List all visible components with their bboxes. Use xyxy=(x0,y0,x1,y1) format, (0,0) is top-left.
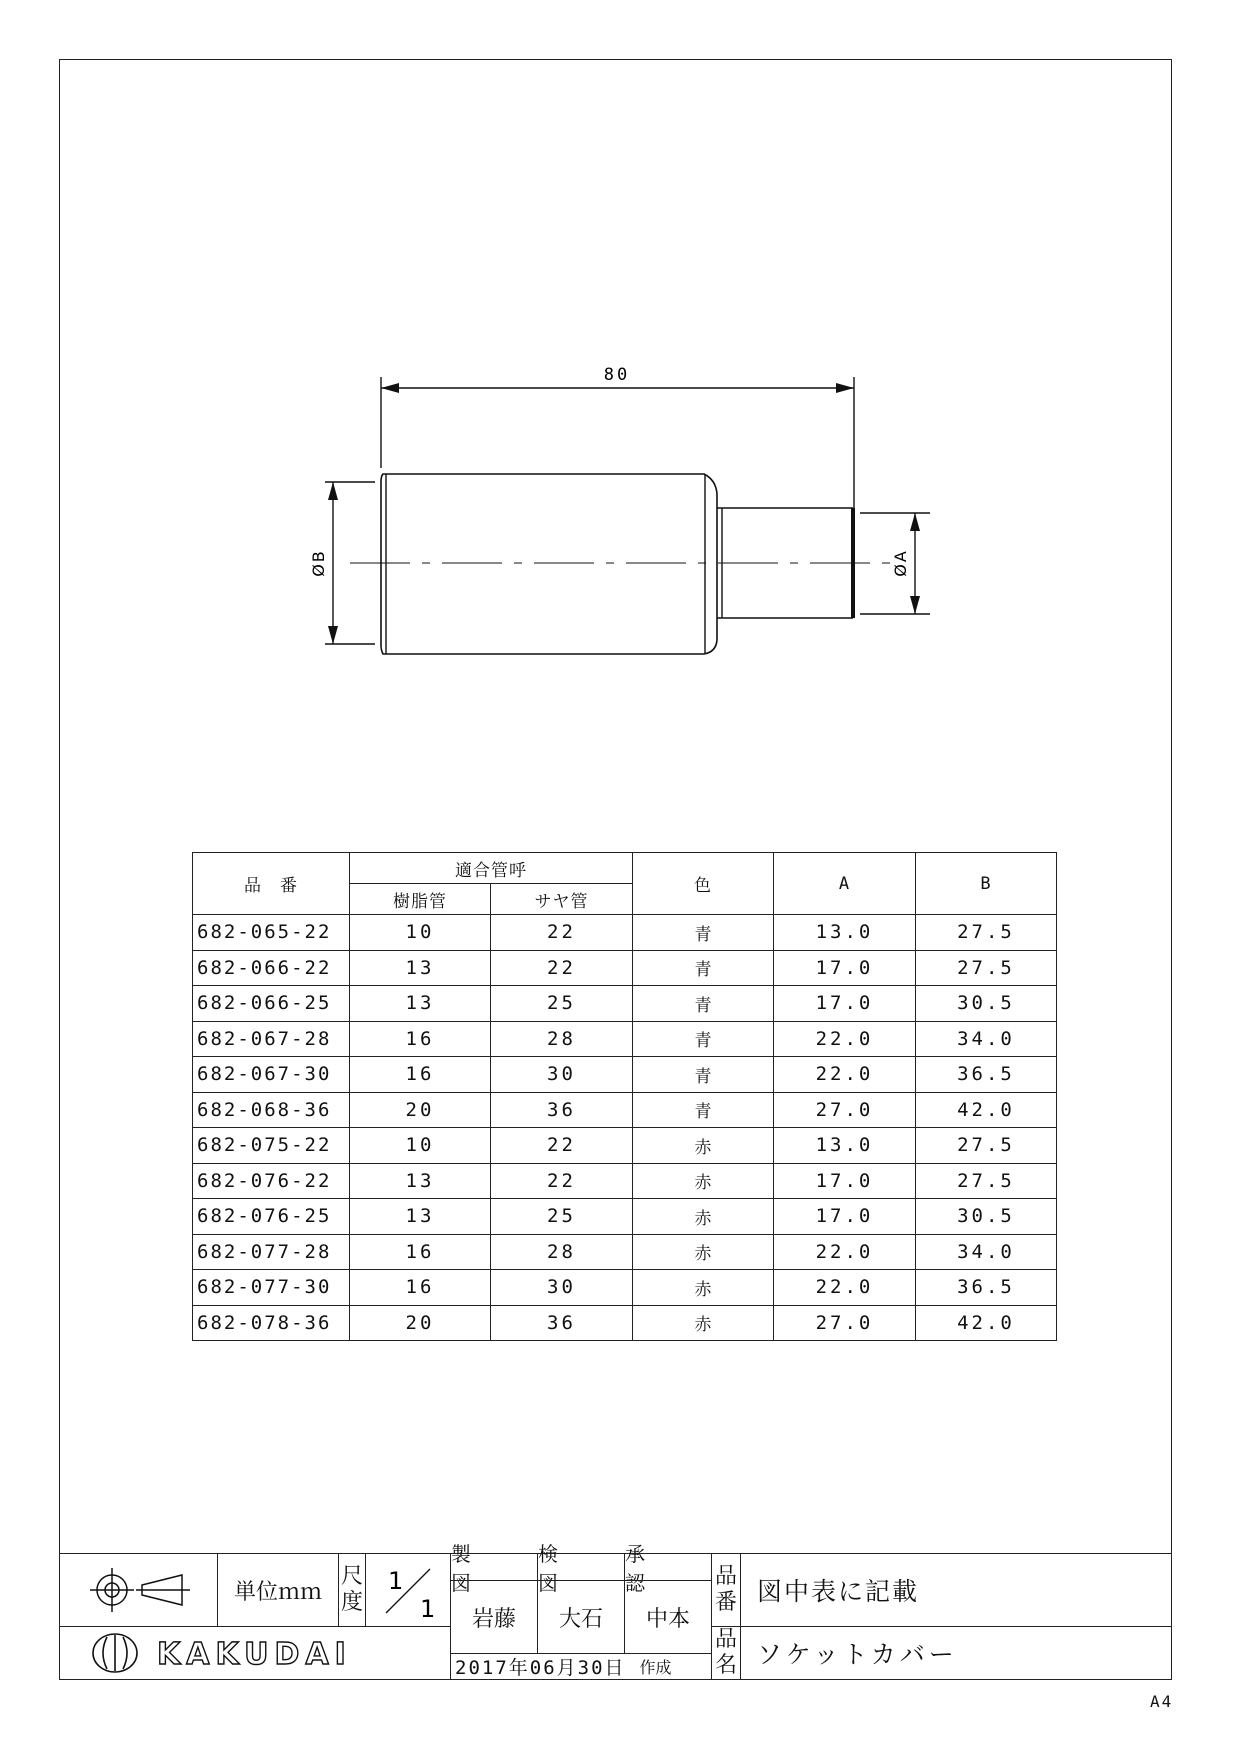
checked-by-cell xyxy=(537,1580,625,1654)
cell-b: 42.0 xyxy=(916,1092,1057,1128)
cell-part-no: 682-077-28 xyxy=(193,1234,350,1270)
large-body-outline xyxy=(381,474,717,654)
cell-a: 27.0 xyxy=(774,1305,916,1341)
cell-a: 22.0 xyxy=(774,1021,916,1057)
paper-size: A4 xyxy=(1150,1692,1174,1711)
header-part-no: 品 番 xyxy=(193,853,350,915)
kakudai-logo-icon xyxy=(85,1631,425,1675)
approved-label: 承 認 xyxy=(625,1542,689,1595)
cell-a: 22.0 xyxy=(774,1057,916,1093)
cell-sheath: 30 xyxy=(491,1057,633,1093)
cell-part-no: 682-065-22 xyxy=(193,915,350,951)
cell-part-no: 682-078-36 xyxy=(193,1305,350,1341)
arrowhead-left xyxy=(381,383,399,393)
cell-color: 青 xyxy=(633,915,774,951)
scale-value-cell xyxy=(365,1553,451,1627)
cell-resin: 13 xyxy=(350,950,491,986)
checked-by: 大石 xyxy=(558,1606,603,1632)
cell-a: 17.0 xyxy=(774,1163,916,1199)
cell-a: 17.0 xyxy=(774,1199,916,1235)
cell-part-no: 682-067-28 xyxy=(193,1021,350,1057)
cell-b: 42.0 xyxy=(916,1305,1057,1341)
cell-sheath: 22 xyxy=(491,1163,633,1199)
table-row xyxy=(193,1092,1057,1128)
cell-color: 青 xyxy=(633,950,774,986)
spec-table-body xyxy=(193,915,1057,1341)
approved-label-cell xyxy=(624,1542,712,1595)
cell-resin: 10 xyxy=(350,1128,491,1164)
cell-a: 27.0 xyxy=(774,1092,916,1128)
header-color: 色 xyxy=(633,853,774,915)
name-value-cell xyxy=(740,1626,1172,1680)
name-label-1: 品 xyxy=(714,1627,737,1652)
cell-b: 27.5 xyxy=(916,950,1057,986)
cell-b: 34.0 xyxy=(916,1021,1057,1057)
dia-a-label: ØA xyxy=(891,549,910,577)
cell-b: 27.5 xyxy=(916,1163,1057,1199)
cell-sheath: 30 xyxy=(491,1270,633,1306)
table-row xyxy=(193,950,1057,986)
approved-by-cell xyxy=(624,1580,712,1654)
scale-denominator: 1 xyxy=(420,1595,436,1623)
cell-resin: 16 xyxy=(350,1021,491,1057)
title-block xyxy=(59,1542,1172,1680)
unit-label: 単位ｍｍ xyxy=(233,1579,322,1605)
unit-cell xyxy=(217,1553,339,1627)
cell-color: 赤 xyxy=(633,1128,774,1164)
cell-color: 赤 xyxy=(633,1199,774,1235)
table-row xyxy=(193,915,1057,951)
made-label: 製 図 xyxy=(451,1542,515,1595)
cell-part-no: 682-077-30 xyxy=(193,1270,350,1306)
cell-b: 27.5 xyxy=(916,1128,1057,1164)
company-name: KAKUDAI xyxy=(157,1637,352,1672)
part-no-label-cell xyxy=(711,1553,741,1627)
cell-resin: 20 xyxy=(350,1092,491,1128)
cell-a: 17.0 xyxy=(774,986,916,1022)
table-row xyxy=(193,1057,1057,1093)
cell-b: 30.5 xyxy=(916,1199,1057,1235)
cell-color: 赤 xyxy=(633,1163,774,1199)
cell-resin: 16 xyxy=(350,1270,491,1306)
cell-color: 青 xyxy=(633,986,774,1022)
header-b: B xyxy=(916,853,1057,915)
table-row xyxy=(193,1021,1057,1057)
header-sheath-pipe: サヤ管 xyxy=(491,884,633,915)
projection-symbol-cell xyxy=(59,1553,218,1627)
arrowhead-b-top xyxy=(328,482,338,500)
cell-resin: 13 xyxy=(350,1163,491,1199)
company-cell xyxy=(59,1626,451,1680)
cell-part-no: 682-066-22 xyxy=(193,950,350,986)
cell-color: 青 xyxy=(633,1021,774,1057)
name-label-cell xyxy=(711,1626,741,1680)
table-row xyxy=(193,1128,1057,1164)
cell-sheath: 22 xyxy=(491,1128,633,1164)
cell-resin: 10 xyxy=(350,915,491,951)
cell-color: 青 xyxy=(633,1057,774,1093)
scale-label-cell xyxy=(338,1553,366,1627)
table-row xyxy=(193,1199,1057,1235)
cell-b: 36.5 xyxy=(916,1057,1057,1093)
cell-sheath: 25 xyxy=(491,986,633,1022)
made-by: 岩藤 xyxy=(471,1606,516,1632)
cell-color: 赤 xyxy=(633,1305,774,1341)
cell-a: 13.0 xyxy=(774,1128,916,1164)
created-label: 作成 xyxy=(639,1658,672,1677)
arrowhead-right xyxy=(836,383,854,393)
scale-label-2: 度 xyxy=(340,1590,363,1615)
cell-a: 22.0 xyxy=(774,1270,916,1306)
header-resin-pipe: 樹脂管 xyxy=(350,884,491,915)
table-row xyxy=(193,1163,1057,1199)
cell-part-no: 682-068-36 xyxy=(193,1092,350,1128)
arrowhead-a-top xyxy=(910,513,920,531)
checked-label-cell xyxy=(537,1542,625,1595)
cell-a: 13.0 xyxy=(774,915,916,951)
made-by-cell xyxy=(450,1580,538,1654)
cell-resin: 20 xyxy=(350,1305,491,1341)
date-cell xyxy=(450,1653,712,1680)
made-label-cell xyxy=(450,1542,538,1595)
cell-part-no: 682-067-30 xyxy=(193,1057,350,1093)
cell-part-no: 682-075-22 xyxy=(193,1128,350,1164)
cell-part-no: 682-066-25 xyxy=(193,986,350,1022)
cell-b: 36.5 xyxy=(916,1270,1057,1306)
cell-b: 34.0 xyxy=(916,1234,1057,1270)
name-label-2: 名 xyxy=(714,1653,737,1678)
cell-sheath: 25 xyxy=(491,1199,633,1235)
table-row xyxy=(193,1234,1057,1270)
part-no-label-2: 番 xyxy=(714,1590,737,1615)
socket-cover-drawing xyxy=(0,0,1240,840)
product-name: ソケットカバー xyxy=(757,1640,958,1669)
table-row xyxy=(193,1305,1057,1341)
cell-a: 17.0 xyxy=(774,950,916,986)
table-row xyxy=(193,1270,1057,1306)
dia-b-label: ØB xyxy=(309,549,328,577)
drawing-date: 2017年06月30日 xyxy=(455,1657,626,1679)
length-dimension-value: 80 xyxy=(603,365,631,385)
arrowhead-b-bottom xyxy=(328,626,338,644)
cell-resin: 13 xyxy=(350,986,491,1022)
scale-numerator: 1 xyxy=(388,1567,404,1595)
scale-label-1: 尺 xyxy=(340,1564,363,1589)
table-row xyxy=(193,986,1057,1022)
cell-a: 22.0 xyxy=(774,1234,916,1270)
approved-by: 中本 xyxy=(645,1606,690,1632)
cell-color: 青 xyxy=(633,1092,774,1128)
cell-sheath: 22 xyxy=(491,915,633,951)
cell-color: 赤 xyxy=(633,1234,774,1270)
cell-resin: 16 xyxy=(350,1057,491,1093)
header-fit-group: 適合管呼 xyxy=(350,853,633,884)
checked-label: 検 図 xyxy=(538,1542,602,1595)
scale-fraction xyxy=(366,1555,450,1625)
part-no-value: 図中表に記載 xyxy=(757,1577,920,1606)
cell-sheath: 28 xyxy=(491,1021,633,1057)
arrowhead-a-bottom xyxy=(910,596,920,614)
cell-part-no: 682-076-22 xyxy=(193,1163,350,1199)
cell-sheath: 36 xyxy=(491,1305,633,1341)
cell-b: 30.5 xyxy=(916,986,1057,1022)
part-no-label-1: 品 xyxy=(714,1564,737,1589)
cell-color: 赤 xyxy=(633,1270,774,1306)
header-a: A xyxy=(774,853,916,915)
cell-resin: 13 xyxy=(350,1199,491,1235)
cell-resin: 16 xyxy=(350,1234,491,1270)
cell-sheath: 28 xyxy=(491,1234,633,1270)
third-angle-projection-icon xyxy=(84,1565,194,1615)
cell-sheath: 36 xyxy=(491,1092,633,1128)
cell-part-no: 682-076-25 xyxy=(193,1199,350,1235)
cell-b: 27.5 xyxy=(916,915,1057,951)
part-no-value-cell xyxy=(740,1553,1172,1627)
spec-table xyxy=(192,852,1057,1341)
cell-sheath: 22 xyxy=(491,950,633,986)
